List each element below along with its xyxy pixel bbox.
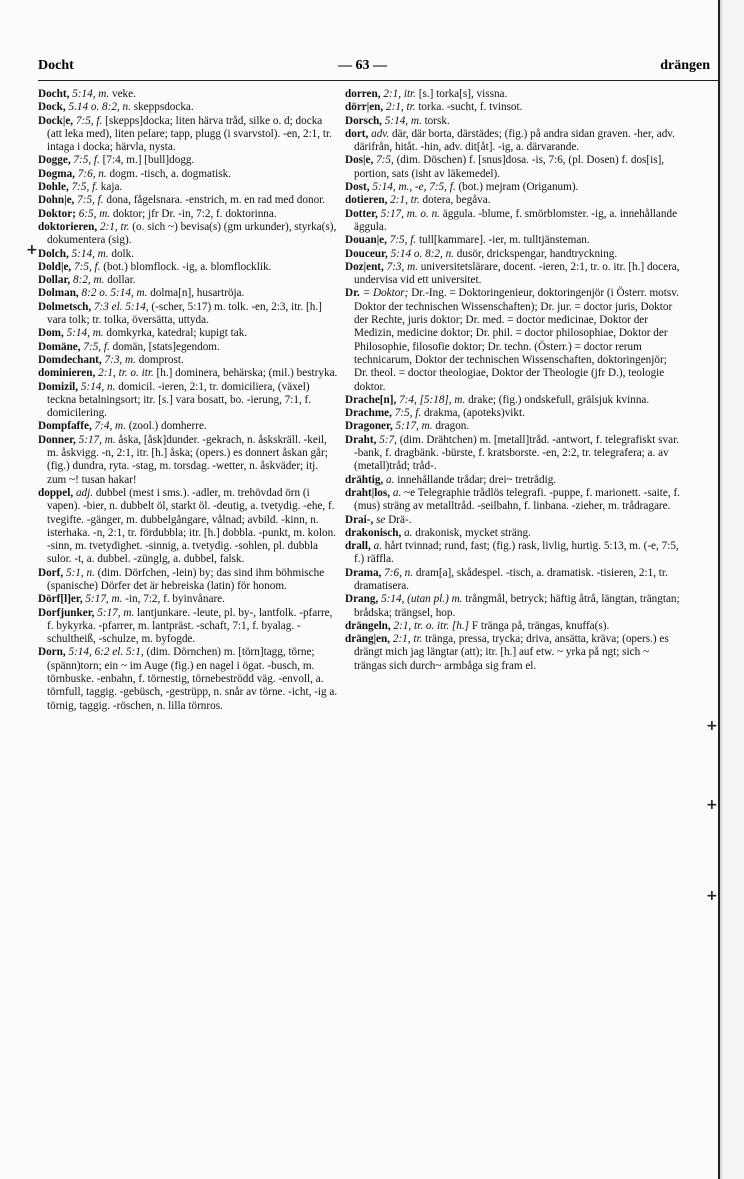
entry-grammar: 2:1, tr. o. itr. [h.] — [393, 619, 470, 632]
entry-headword: Domdechant, — [38, 353, 102, 366]
entry-definition: universitetslärare, docent. -ieren, 2:1, tr. o. itr. [h.] docera, undervisa vid ett universitet. — [354, 260, 680, 287]
dictionary-entry — [345, 248, 680, 261]
dictionary-entry — [345, 620, 680, 633]
entry-grammar: a. — [404, 526, 413, 539]
entry-headword: dräng|en, — [345, 633, 391, 646]
dictionary-entry — [345, 261, 680, 288]
entry-grammar: 7:3 el. 5:14, — [93, 300, 149, 313]
entry-headword: Drache[n], — [345, 393, 397, 406]
entry-grammar: 2:1, tr. — [390, 194, 420, 207]
entry-headword: Draht, — [345, 433, 377, 446]
margin-plus-mark: + — [706, 797, 718, 813]
entry-definition: äggula. -blume, f. smörblomster. -ig, a. innehållande äggula. — [354, 207, 678, 233]
dictionary-entry — [38, 115, 338, 155]
page-number: — 63 — — [338, 58, 387, 73]
entry-grammar: a. — [386, 473, 395, 486]
entry-definition: dona, fågelsnara. -enstrich, m. en rad med donor. — [106, 194, 326, 207]
dictionary-entry — [345, 88, 680, 101]
entry-grammar: 7:5, — [376, 154, 394, 167]
entry-headword: Domäne, — [38, 340, 81, 353]
entry-headword: dorren, — [345, 88, 381, 100]
entry-definition: (dim. Dörfchen, -lein) by; das sind ihm böhmische (spanische) Dörfer det är hebreiska (latin) för honom. — [47, 566, 325, 592]
dictionary-entry — [345, 474, 680, 487]
entry-headword: Dolman, — [38, 287, 79, 300]
entry-definition: dolma[n], husartröja. — [150, 287, 245, 300]
dictionary-entry — [38, 274, 338, 287]
entry-grammar: 5:14, (utan pl.) m. — [381, 593, 463, 606]
entry-grammar: se — [376, 513, 386, 526]
entry-grammar: 5:17, m. — [395, 420, 433, 433]
entry-grammar: 5:17, m. — [78, 433, 116, 446]
entry-definition: åska, [åsk]dunder. -gekrach, n. åskskräll. -keil, m. åskvigg. -n, 2:1, itr. [h.] åska; (opers.) es donnert åskan går; (fig.) dundra, ryta. -stag, m. torsdag. -wetter, n. åskväder; itj. zum ~! tusan hakar! — [47, 433, 328, 486]
entry-grammar: 5:17, m. — [85, 593, 123, 606]
entry-grammar: 2:1, tr. — [386, 101, 416, 114]
entry-headword: Dold|e, — [38, 260, 72, 273]
header-left-guideword: Docht — [38, 58, 74, 73]
entry-definition: F tränga på, trängas, knuffa(s). — [471, 619, 610, 632]
entry-grammar: 7:5, f. — [77, 194, 104, 207]
entry-definition: domprost. — [138, 353, 184, 366]
entry-definition: domän, [stats]egendom. — [112, 340, 220, 353]
entry-grammar: 5:14, 6:2 el. 5:1, — [68, 646, 144, 659]
entry-definition: dubbel (mest i sms.). -adler, m. trehövdad örn (i vapen). -bier, n. dubbelt öl, starkt öl. -deutig, a. tvetydig. -ehe, f. tvegifte. -gänger, m. dubbelgångare, vålnad; avbild. -kinn, n. isterhaka. -n, 2:1, tr. fördubbla; itr. [h.] dobbla. -punkt, m. kolon. -sinn, m. tvetydighet. -sinnig, a. tvetydig. -sohlen, pl. dubbla sulor. -t, a. dubbel. -zünglg, a. dubbel, falsk. — [47, 486, 336, 566]
dictionary-entry — [38, 646, 338, 712]
entry-grammar: 5:14, m. — [66, 327, 104, 340]
margin-plus-mark: + — [706, 718, 718, 734]
entry-definition: [skepps]docka; liten härva tråd, silke o. d; docka (att leka med), liten pelare; tapp, plugg (i svarvstol). -en, 2:1, tr. intaga i docka; härvla, nysta. — [47, 114, 332, 154]
entry-headword: Dock|e, — [38, 114, 74, 127]
entry-grammar: 7:5, f. — [71, 181, 98, 194]
entry-headword: doktorieren, — [38, 220, 98, 233]
dictionary-entry — [345, 394, 680, 407]
entry-headword: Dogma, — [38, 167, 75, 180]
entry-headword: Drama, — [345, 566, 382, 579]
entry-definition: (o. sich ~) bevisa(s) (gm urkunder), styrka(s), dokumentera (sig). — [47, 220, 337, 247]
entry-definition: lantjunkare. -leute, pl. by-, lantfolk. -pfarre, f. bykyrka. -pfarrer, m. lantpräst. -schaft, 7:1, f. byalag. -schultheiß, -schulze, m. byfogde. — [47, 606, 333, 646]
entry-headword: drängeln, — [345, 619, 391, 632]
entry-definition: dotera, begåva. — [422, 194, 491, 207]
entry-definition: trångmål, betryck; häftig åtrå, längtan, trängtan; brådska; trängsel, hop. — [354, 593, 680, 619]
entry-grammar: 7:5, f. — [74, 260, 101, 273]
entry-headword: Docht, — [38, 88, 70, 100]
entry-definition: där, där borta, därstädes; (fig.) på andra sidan graven. -her, adv. därifrån, hitåt. -hin, adv. dit[åt]. -ig, a. därvarande. — [354, 127, 675, 154]
entry-grammar: 5:1, n. — [65, 566, 95, 579]
entry-grammar: 7:4, m. — [94, 420, 126, 433]
entry-grammar: a. — [373, 540, 382, 553]
entry-headword: Dogge, — [38, 154, 71, 167]
entry-headword: Dorfjunker, — [38, 606, 95, 619]
dictionary-entry — [38, 194, 338, 207]
entry-headword: dotieren, — [345, 194, 388, 207]
entry-definition: ~e Telegraphie trådlös telegrafi. -puppe, f. marionett. -saite, f. (mus) sträng av metalltråd. -seilbahn, f. linbana. -zieher, m. trådragare. — [354, 486, 680, 513]
header-rule — [38, 80, 718, 81]
entry-headword: Doz|ent, — [345, 260, 384, 273]
entry-headword: Dorf, — [38, 566, 64, 579]
dictionary-entry — [345, 407, 680, 420]
entry-headword: Dorsch, — [345, 114, 382, 127]
entry-grammar: adj. — [75, 486, 94, 499]
dictionary-entry — [38, 327, 338, 340]
entry-headword: Drai-, — [345, 513, 374, 526]
entry-definition: domicil. -ieren, 2:1, tr. domiciliera, (växel) teckna betalningsort; itr. [s.] vara bosatt, bo. -ierung, 7:1, f. domicilering. — [47, 380, 312, 420]
entry-definition: innehållande trådar; drei~ tretrådig. — [397, 473, 557, 486]
entry-headword: Dost, — [345, 181, 370, 194]
dictionary-entry — [345, 540, 680, 567]
dictionary-entry — [38, 287, 338, 300]
entry-grammar: 5:14, m., -e, 7:5, f. — [372, 181, 456, 194]
entry-grammar: adv. — [371, 127, 390, 140]
entry-headword: Dolch, — [38, 247, 69, 260]
entry-grammar: 7:5, f. — [389, 234, 417, 247]
dictionary-entry — [38, 208, 338, 221]
dictionary-entry — [38, 154, 338, 167]
dictionary-entry — [38, 88, 338, 101]
entry-grammar: 5:17, m. o. n. — [380, 207, 440, 220]
entry-headword: Dolmetsch, — [38, 300, 92, 313]
entry-definition: [7:4, m.] [bull]dogg. — [102, 154, 195, 167]
entry-grammar: 5:14, m. — [71, 247, 109, 260]
dictionary-entry — [345, 527, 680, 540]
entry-headword: draht|los, — [345, 486, 391, 499]
entry-headword: drakonisch, — [345, 526, 402, 539]
dictionary-entry — [38, 607, 338, 647]
entry-definition: [h.] dominera, behärska; (mil.) bestryka. — [156, 367, 338, 380]
entry-definition: (dim. Dörnchen) m. [törn]tagg, törne; (spänn)torn; ein ~ im Auge (fig.) en nagel i ögat. -busch, m. törnbuske. -enbahn, f. törnestig, törnebeströdd väg. -envoll, a. törnfull, taggig. -gebüsch, -gestrüpp, n. snår av törne. -icht, -ig a. törnig, taggig. -röschen, n. lilla törnros. — [47, 646, 338, 712]
entry-grammar: 5.14 o. 8:2, n. — [68, 101, 131, 114]
dictionary-entry — [345, 128, 680, 155]
entry-grammar: 7:5, f. — [394, 407, 422, 420]
entry-definition: veke. — [111, 88, 136, 100]
dictionary-entry — [345, 208, 680, 235]
entry-headword: Drachme, — [345, 407, 392, 420]
dictionary-entry — [345, 487, 680, 514]
margin-plus-mark: + — [26, 242, 38, 258]
dictionary-entry — [38, 248, 338, 261]
dictionary-entry — [345, 420, 680, 433]
dictionary-entry — [38, 101, 338, 114]
entry-headword: Dohle, — [38, 181, 69, 194]
margin-plus-mark: + — [706, 888, 718, 904]
entry-grammar: = Doktor; — [362, 287, 409, 300]
dictionary-entry — [38, 221, 338, 248]
entry-definition: tränga, pressa, trycka; driva, ansätta, kräva; (opers.) es drängt mich jag längtar (att); itr. [h.] auf etw. ~ yrka på ngt; sich ~ trängas sich durch~ armbåga sig fram el. — [354, 633, 669, 672]
entry-definition: (bot.) blomflock. -ig, a. blomflocklik. — [103, 260, 272, 273]
entry-grammar: 2:1, tr. — [99, 220, 130, 233]
entry-headword: Domizil, — [38, 380, 79, 393]
entry-grammar: 2:1, itr. — [383, 88, 416, 100]
entry-grammar: 7:6, n. — [77, 167, 107, 180]
dictionary-entry — [38, 261, 338, 274]
entry-grammar: 8:2 o. 5:14, m. — [81, 287, 148, 300]
entry-grammar: 6:5, m. — [78, 207, 111, 220]
entry-grammar: 5:14, m. — [384, 114, 422, 127]
entry-definition: dragon. — [435, 420, 470, 433]
entry-headword: Dorn, — [38, 646, 66, 659]
entry-definition: dogm. -tisch, a. dogmatisk. — [109, 167, 231, 180]
entry-definition: drakonisk, mycket sträng. — [415, 526, 531, 539]
dictionary-entry — [38, 487, 338, 567]
entry-definition: (dim. Drähtchen) m. [metall]tråd. -antwort, f. telegrafiskt svar. -bank, f. dragbänk. -bürste, f. kratsborste. -en, 2:2, tr. telegrafera; a. av (metall)tråd; tråd-. — [354, 433, 679, 473]
entry-definition: dusör, drickspengar, handtryckning. — [456, 247, 618, 260]
dictionary-entry — [38, 168, 338, 181]
header-right-guideword: drängen — [660, 58, 710, 73]
dictionary-entry — [345, 434, 680, 474]
entry-grammar: a. — [392, 486, 402, 499]
entry-headword: Dollar, — [38, 274, 71, 287]
entry-headword: Dompfaffe, — [38, 420, 92, 433]
entry-grammar: 5:7, — [379, 433, 397, 446]
entry-grammar: 7:4, [5:18], m. — [399, 393, 466, 406]
entry-definition: (dim. Döschen) f. [snus]dosa. -is, 7:6, (pl. Dosen) f. dos[is], portion, sats (isht av läkemedel). — [354, 154, 665, 180]
dictionary-entry — [345, 593, 680, 620]
right-column — [345, 88, 680, 673]
entry-headword: Donner, — [38, 433, 76, 446]
entry-definition: domkyrka, katedral; kupigt tak. — [106, 327, 248, 340]
entry-grammar: 2:1, tr. — [392, 633, 423, 646]
entry-grammar: 7:3, m. — [104, 353, 136, 366]
entry-definition: skeppsdocka. — [133, 101, 194, 114]
dictionary-entry — [38, 593, 338, 606]
entry-headword: Dock, — [38, 101, 66, 114]
entry-definition: dolk. — [111, 247, 135, 260]
dictionary-entry — [345, 234, 680, 247]
entry-grammar: 7:5, f. — [75, 114, 103, 127]
dictionary-entry — [345, 194, 680, 207]
entry-definition: (zool.) domherre. — [128, 420, 207, 433]
page-edge-strip — [722, 0, 744, 1179]
dictionary-entry — [345, 287, 680, 393]
dictionary-entry — [345, 154, 680, 181]
entry-definition: drake; (fig.) ondskefull, grälsjuk kvinna. — [468, 393, 650, 406]
entry-headword: dort, — [345, 127, 369, 140]
entry-definition: (-scher, 5:17) m. tolk. -en, 2:3, itr. [h.] vara tolk; tr. tolka, översätta, uttyda. — [47, 300, 322, 327]
entry-headword: Douan|e, — [345, 234, 387, 247]
entry-grammar: 8:2, m. — [73, 274, 105, 287]
entry-definition: hårt tvinnad; rund, fast; (fig.) rask, livlig, hurtig. 5:13, m. (-e, 7:5, f.) räffla. — [354, 540, 679, 566]
entry-definition: -in, 7:2, f. byinvånare. — [125, 593, 225, 606]
dictionary-entry — [345, 181, 680, 194]
dictionary-entry — [38, 434, 338, 487]
entry-grammar: 5:14 o. 8:2, n. — [390, 247, 454, 260]
dictionary-entry — [38, 181, 338, 194]
entry-headword: Dohn|e, — [38, 194, 75, 207]
entry-definition: tull[kammare]. -ier, m. tulltjänsteman. — [418, 234, 590, 247]
dictionary-entry — [345, 115, 680, 128]
entry-headword: dörr|en, — [345, 101, 384, 114]
entry-headword: Dos|e, — [345, 154, 374, 167]
entry-definition: drakma, (apoteks)vikt. — [423, 407, 525, 420]
dictionary-entry — [345, 101, 680, 114]
entry-headword: drall, — [345, 540, 371, 553]
entry-headword: Dragoner, — [345, 420, 393, 433]
entry-definition: torka. -sucht, f. tvinsot. — [418, 101, 523, 114]
entry-definition: kaja. — [100, 181, 123, 194]
dictionary-entry — [345, 567, 680, 594]
dictionary-entry — [38, 354, 338, 367]
entry-headword: Dr. — [345, 287, 360, 300]
entry-headword: Doktor; — [38, 207, 76, 220]
entry-headword: dominieren, — [38, 367, 96, 380]
entry-definition: (bot.) mejram (Origanum). — [458, 181, 579, 194]
entry-headword: Dörf[l]er, — [38, 593, 83, 606]
dictionary-entry — [38, 367, 338, 380]
entry-definition: dollar. — [107, 274, 136, 287]
entry-grammar: 7:5, f. — [83, 340, 110, 353]
entry-headword: Douceur, — [345, 247, 388, 260]
entry-headword: drähtig, — [345, 473, 384, 486]
dictionary-entry — [345, 514, 680, 527]
entry-grammar: 5:14, n. — [80, 380, 116, 393]
entry-definition: [s.] torka[s], vissna. — [418, 88, 508, 100]
entry-grammar: 7:6, n. — [384, 566, 414, 579]
entry-headword: Dom, — [38, 327, 64, 340]
entry-grammar: 2:1, tr. o. itr. — [98, 367, 154, 380]
dictionary-entry — [38, 341, 338, 354]
entry-grammar: 7:3, m. — [386, 260, 418, 273]
entry-definition: torsk. — [424, 114, 450, 127]
entry-definition: Dr.-Ing. = Doktoringenieur, doktoringenjör (i Österr. motsv. Doktor der technischen Wissenschaften); Dr. jur. = doctor juris, Doktor der Rechte, juris doktor; Dr. med. = doctor medicinae, Doktor der Medizin, medicine doktor; Dr. phil. = doctor philosophiae, Doktor der Philosophie, filosofie doktor; Dr. techn. (Österr.) = doctor rerum technicarum, Doktor der technischen Wissenschaften, doktoringenjör; Dr. theol. = doctor theologiae, Doktor der Theologie (jfr D.), teologie doktor. — [354, 287, 679, 393]
dictionary-entry — [38, 567, 338, 594]
left-column — [38, 88, 338, 713]
page-header — [38, 58, 718, 80]
entry-grammar: 7:5, f. — [73, 154, 100, 167]
entry-grammar: 5:14, m. — [72, 88, 110, 100]
dictionary-entry — [345, 633, 680, 673]
entry-headword: Drang, — [345, 593, 379, 606]
dictionary-entry — [38, 420, 338, 433]
entry-headword: Dotter, — [345, 207, 378, 220]
entry-grammar: 5:17, m. — [97, 606, 135, 619]
entry-definition: Drä-. — [388, 513, 412, 526]
dictionary-entry — [38, 381, 338, 421]
entry-headword: doppel, — [38, 486, 74, 499]
entry-definition: doktor; jfr Dr. -in, 7:2, f. doktorinna. — [112, 207, 277, 220]
entry-definition: dram[a], skådespel. -tisch, a. dramatisk. -tisieren, 2:1, tr. dramatisera. — [354, 566, 668, 592]
dictionary-entry — [38, 301, 338, 328]
